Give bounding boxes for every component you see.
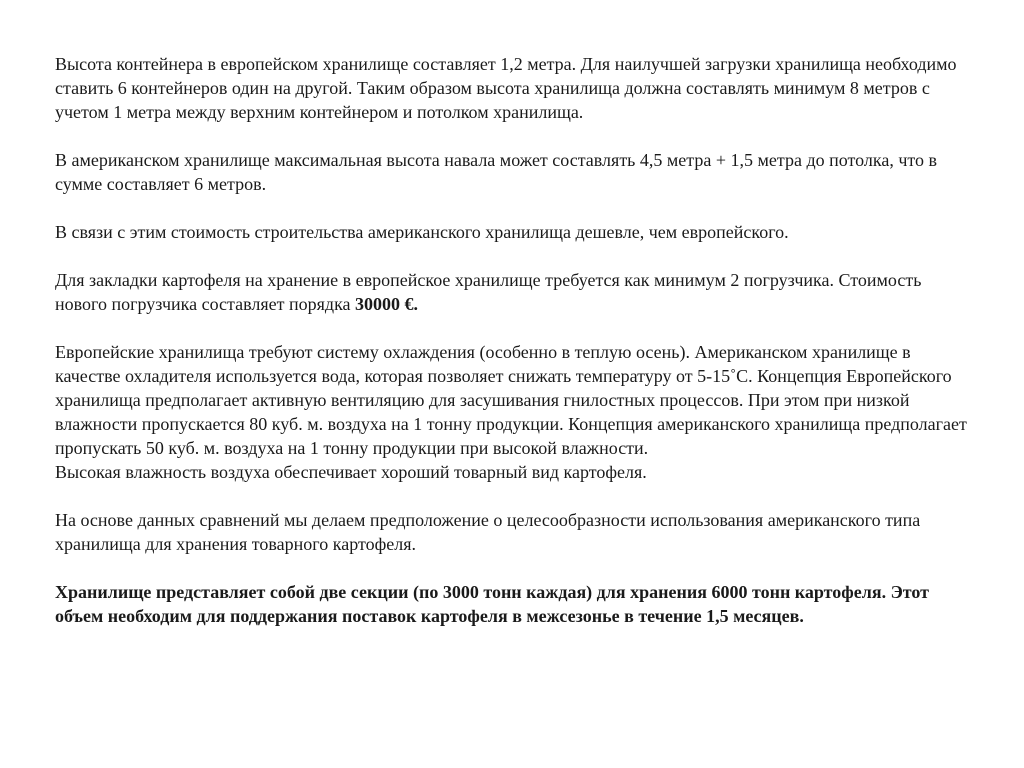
paragraph-container-height: Высота контейнера в европейском хранилище составляет 1,2 метра. Для наилучшей загрузки хранилища необходимо ставить 6 контейнеров один на другой. Таким образом высота хранилища должна составлять минимум 8 метров с учетом 1 метра между верхним контейнером и потолком хранилища. [55,54,957,122]
loaders-text: Для закладки картофеля на хранение в европейское хранилище требуется как минимум 2 погрузчика. Стоимость нового погрузчика составляет порядка [55,270,922,314]
loader-price: 30000 €. [355,294,419,314]
paragraph-cooling-ventilation: Европейские хранилища требуют систему охлаждения (особенно в теплую осень). Американском хранилище в качестве охладителя используется вода, которая позволяет снижать температуру от 5-15˚C. Концепция Европейского хранилища предполагает активную вентиляцию для засушивания гнилостных процессов. При этом при низкой влажности пропускается 80 куб. м. воздуха на 1 тонну продукции. Концепция американского хранилища предполагает пропускать 50 куб. м. воздуха на 1 тонну продукции при высокой влажности. [55,342,967,458]
paragraph-cost-conclusion: В связи с этим стоимость строительства американского хранилища дешевле, чем европейского. [55,222,789,242]
paragraph-assumption: На основе данных сравнений мы делаем предположение о целесообразности использования американского типа хранилища для хранения товарного картофеля. [55,510,921,554]
document-body [55,52,970,652]
paragraph-humidity: Высокая влажность воздуха обеспечивает хороший товарный вид картофеля. [55,462,647,482]
paragraph-american-height: В американском хранилище максимальная высота навала может составлять 4,5 метра + 1,5 метра до потолка, что в сумме составляет 6 метров. [55,150,938,194]
paragraph-storage-sections: Хранилище представляет собой две секции (по 3000 тонн каждая) для хранения 6000 тонн картофеля. Этот объем необходим для поддержания поставок картофеля в межсезонье в течение 1,5 месяцев. [55,582,929,626]
paragraph-loaders [55,268,970,316]
